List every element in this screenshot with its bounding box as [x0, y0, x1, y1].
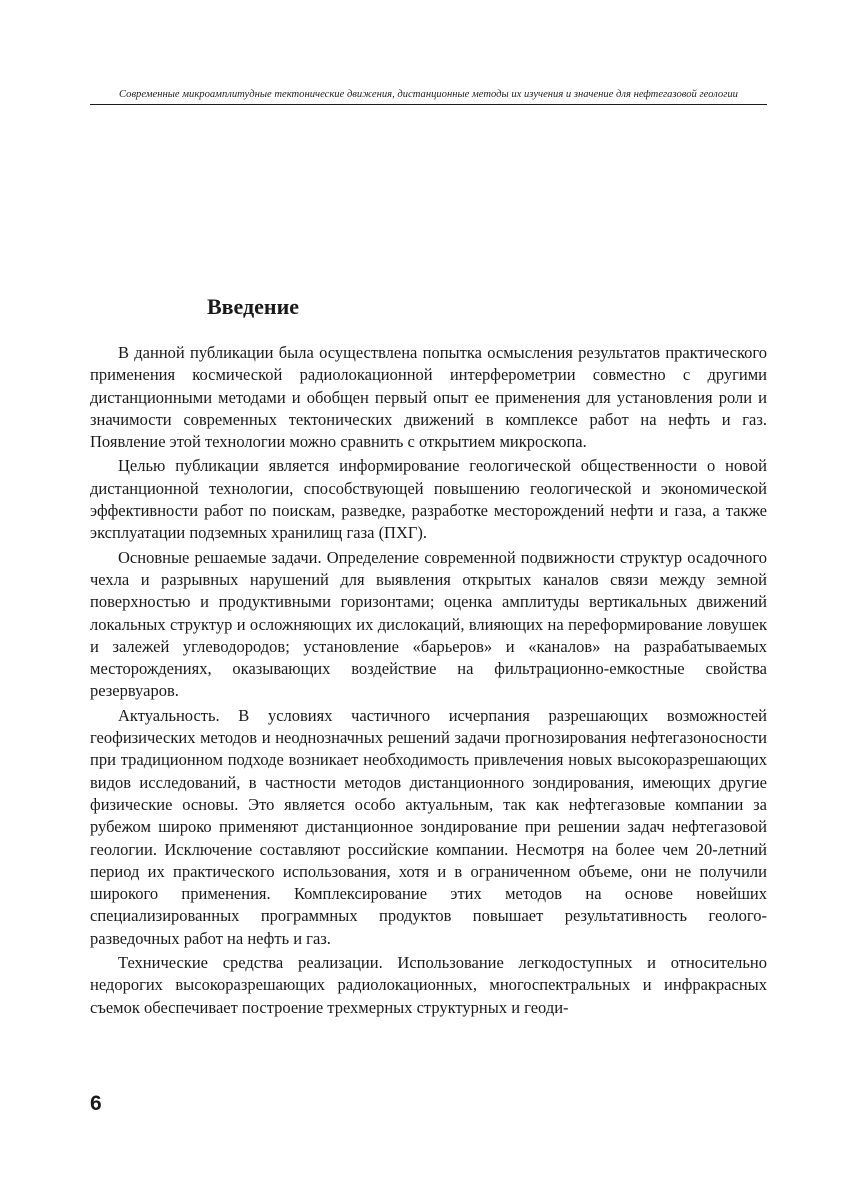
- paragraph-2: Целью публикации является информирование геологической общественности о новой дистанционной технологии, способствующей повышению геологической и экономической эффективности работ по поискам, разведке, разработке месторождений нефти и газа, а также эксплуатации подземных хранилищ газа (ПХГ).: [90, 456, 767, 543]
- section-heading: Введение: [207, 294, 300, 319]
- paragraph-5: Технические средства реализации. Использование легкодоступных и относительно недорогих высокоразрешающих радиолокационных, многоспектральных и инфракрасных съемок обеспечивает построение трехмерных структурных и геоди-: [90, 953, 767, 1017]
- paragraph-3: Основные решаемые задачи. Определение современной подвижности структур осадочного чехла и разрывных нарушений для выявления открытых каналов связи между земной поверхностью и продуктивными горизонтами; оценка амплитуды вертикальных движений локальных структур и осложняющих их дислокаций, влияющих на переформирование ловушек и залежей углеводородов; установление «барьеров» и «каналов» на разрабатываемых месторождениях, оказывающих воздействие на фильтрационно-емкостные свойства резервуаров.: [90, 547, 767, 701]
- running-header: Современные микроамплитудные тектонические движения, дистанционные методы их изучения и значение для нефтегазовой геологии: [119, 89, 738, 100]
- body-text: [90, 342, 767, 1021]
- page-number: 6: [90, 1092, 102, 1115]
- paragraph-4: Актуальность. В условиях частичного исчерпания разрешающих возможностей геофизических методов и неоднозначных решений задачи прогнозирования нефтегазоносности при традиционном подходе возникает необходимость привлечения новых высокоразрешающих видов исследований, в частности методов дистанционного зондирования, имеющих другие физические основы. Это является особо актуальным, так как нефтегазовые компании за рубежом широко применяют дистанционное зондирование при решении задач нефтегазовой геологии. Исключение составляют российские компании. Несмотря на более чем 20-летний период их практического использования, хотя и в ограниченном объеме, они не получили широкого применения. Комплексирование этих методов на основе новейших специализированных программных продуктов повышает результативность геолого-разведочных работ на нефть и газ.: [90, 705, 767, 948]
- header-rule: [90, 104, 767, 105]
- paragraph-1: В данной публикации была осуществлена попытка осмысления результатов практического применения космической радиолокационной интерферометрии совместно с другими дистанционными методами и обобщен первый опыт ее применения для установления роли и значимости современных тектонических движений в комплексе работ на нефть и газ. Появление этой технологии можно сравнить с открытием микроскопа.: [90, 343, 767, 452]
